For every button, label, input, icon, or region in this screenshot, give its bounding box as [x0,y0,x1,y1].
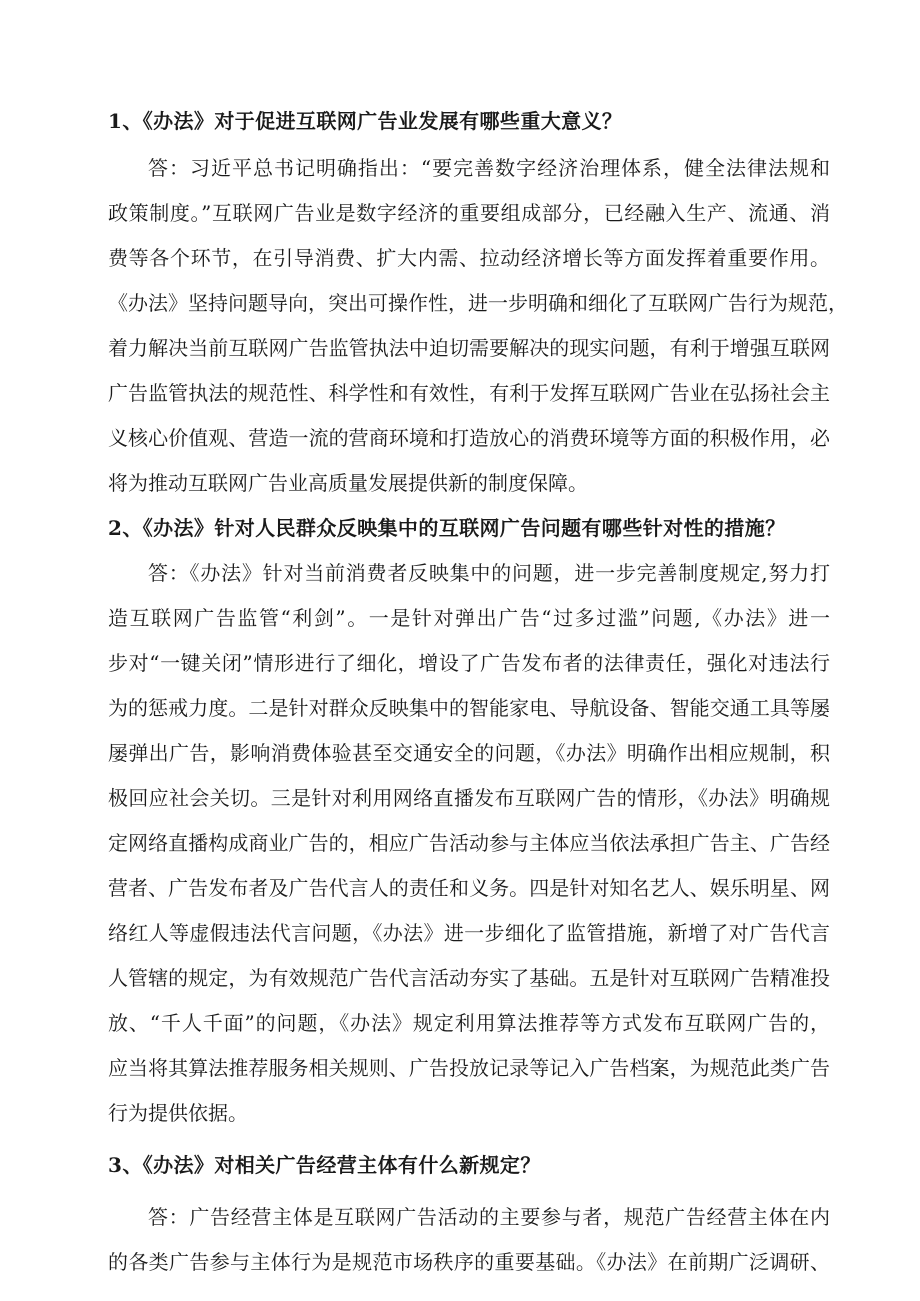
answer-3-line-1: 答：广告经营主体是互联网广告活动的主要参与者，规范广告经营主体在内 [148,1205,830,1229]
answer-1-line-6: 广告监管执法的规范性、科学性和有效性，有利于发挥互联网广告业在弘扬社会主 [108,381,830,405]
answer-1-line-1: 答：习近平总书记明确指出：“要完善数字经济治理体系，健全法律法规和 [148,156,830,180]
answer-2-line-11: 放、“千人千面”的问题，《办法》规定利用算法推荐等方式发布互联网广告的， [108,1011,830,1035]
answer-2-line-10: 人管辖的规定，为有效规范广告代言活动夯实了基础。五是针对互联网广告精准投 [108,966,830,990]
question-1-heading: 1、《办法》对于促进互联网广告业发展有哪些重大意义？ [108,109,623,133]
answer-1-line-8: 将为推动互联网广告业高质量发展提供新的制度保障。 [108,471,588,495]
answer-2-line-5: 屡弹出广告，影响消费体验甚至交通安全的问题，《办法》明确作出相应规制，积 [108,741,830,765]
answer-2-line-13: 行为提供依据。 [108,1101,248,1125]
question-2-heading: 2、《办法》针对人民群众反映集中的互联网广告问题有哪些针对性的措施？ [108,516,786,540]
answer-2-line-4: 为的惩戒力度。二是针对群众反映集中的智能家电、导航设备、智能交通工具等屡 [108,696,830,720]
answer-2-line-7: 定网络直播构成商业广告的，相应广告活动参与主体应当依法承担广告主、广告经 [108,831,830,855]
answer-3-line-2: 的各类广告参与主体行为是规范市场秩序的重要基础。《办法》在前期广泛调研、 [108,1250,830,1274]
answer-1-line-2: 政策制度。”互联网广告业是数字经济的重要组成部分，已经融入生产、流通、消 [108,201,830,225]
answer-1-line-3: 费等各个环节，在引导消费、扩大内需、拉动经济增长等方面发挥着重要作用。 [108,246,830,270]
answer-2-line-9: 络红人等虚假违法代言问题，《办法》进一步细化了监管措施，新增了对广告代言 [108,921,830,945]
answer-1-line-4: 《办法》坚持问题导向，突出可操作性，进一步明确和细化了互联网广告行为规范， [108,291,848,315]
answer-2-line-8: 营者、广告发布者及广告代言人的责任和义务。四是针对知名艺人、娱乐明星、网 [108,876,830,900]
question-3-heading: 3、《办法》对相关广告经营主体有什么新规定？ [108,1153,541,1177]
answer-1-line-7: 义核心价值观、营造一流的营商环境和打造放心的消费环境等方面的积极作用，必 [108,426,830,450]
answer-2-line-6: 极回应社会关切。三是针对利用网络直播发布互联网广告的情形，《办法》明确规 [108,786,830,810]
answer-2-line-2: 造互联网广告监管“利剑”。一是针对弹出广告“过多过滥”问题,《办法》进一 [108,606,830,630]
answer-2-line-3: 步对“一键关闭”情形进行了细化，增设了广告发布者的法律责任，强化对违法行 [108,651,830,675]
answer-2-line-12: 应当将其算法推荐服务相关规则、广告投放记录等记入广告档案，为规范此类广告 [108,1056,830,1080]
answer-1-line-5: 着力解决当前互联网广告监管执法中迫切需要解决的现实问题，有利于增强互联网 [108,336,830,360]
answer-2-line-1: 答：《办法》针对当前消费者反映集中的问题，进一步完善制度规定,努力打 [148,561,830,585]
